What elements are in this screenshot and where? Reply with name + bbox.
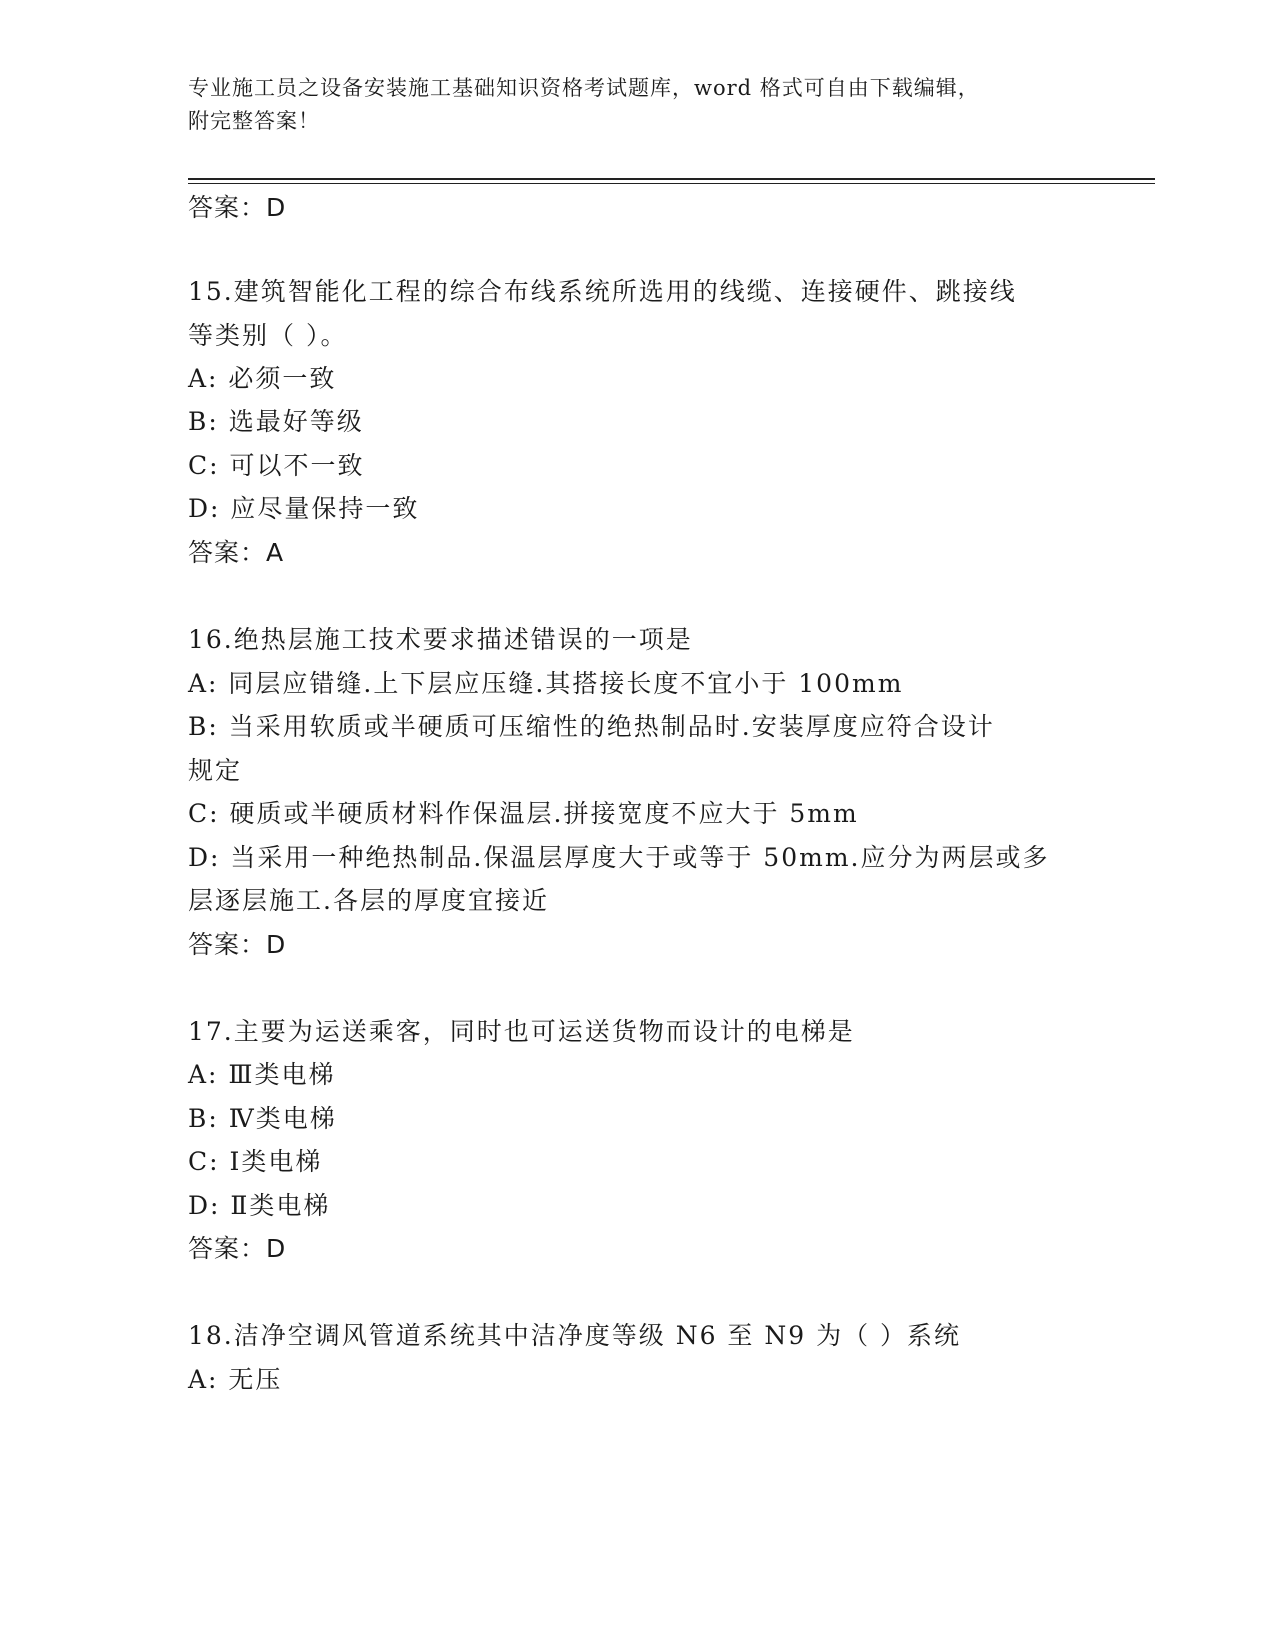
option-a: A: 无压 bbox=[188, 1365, 283, 1394]
option-c: C: 可以不一致 bbox=[188, 451, 365, 480]
question-stem: 等类别（ ）。 bbox=[188, 321, 348, 350]
option-d: D: 应尽量保持一致 bbox=[188, 494, 420, 523]
document-header bbox=[188, 72, 1088, 138]
option-b: B: 当采用软质或半硬质可压缩性的绝热制品时.安装厚度应符合设计 bbox=[188, 712, 995, 741]
option-d-continued: 层逐层施工.各层的厚度宜接近 bbox=[188, 886, 549, 915]
option-d: D: Ⅱ类电梯 bbox=[188, 1191, 331, 1220]
header-divider-thick bbox=[188, 178, 1155, 180]
option-b: B: 选最好等级 bbox=[188, 407, 364, 436]
answer-label: 答案：A bbox=[188, 538, 285, 567]
option-a: A: 同层应错缝.上下层应压缝.其搭接长度不宜小于 100mm bbox=[188, 669, 904, 698]
option-a: A: Ⅲ类电梯 bbox=[188, 1060, 336, 1089]
question-stem: 15.建筑智能化工程的综合布线系统所选用的线缆、连接硬件、跳接线 bbox=[188, 277, 1017, 306]
option-b-continued: 规定 bbox=[188, 756, 243, 785]
answer-label: 答案：D bbox=[188, 1234, 287, 1263]
option-a: A: 必须一致 bbox=[188, 364, 337, 393]
option-d: D: 当采用一种绝热制品.保温层厚度大于或等于 50mm.应分为两层或多 bbox=[188, 843, 1050, 872]
header-divider-thin bbox=[188, 183, 1155, 184]
question-stem: 18.洁净空调风管道系统其中洁净度等级 N6 至 N9 为（ ）系统 bbox=[188, 1321, 962, 1350]
header-line-2: 附完整答案！ bbox=[188, 109, 320, 133]
answer-label: 答案：D bbox=[188, 930, 287, 959]
option-c: C: 硬质或半硬质材料作保温层.拼接宽度不应大于 5mm bbox=[188, 799, 859, 828]
option-c: C: Ⅰ类电梯 bbox=[188, 1147, 323, 1176]
question-stem: 16.绝热层施工技术要求描述错误的一项是 bbox=[188, 625, 693, 654]
option-b: B: Ⅳ类电梯 bbox=[188, 1104, 337, 1133]
header-line-1: 专业施工员之设备安装施工基础知识资格考试题库，word 格式可自由下载编辑， bbox=[188, 76, 980, 100]
answer-label: 答案：D bbox=[188, 193, 287, 222]
question-stem: 17.主要为运送乘客，同时也可运送货物而设计的电梯是 bbox=[188, 1017, 855, 1046]
